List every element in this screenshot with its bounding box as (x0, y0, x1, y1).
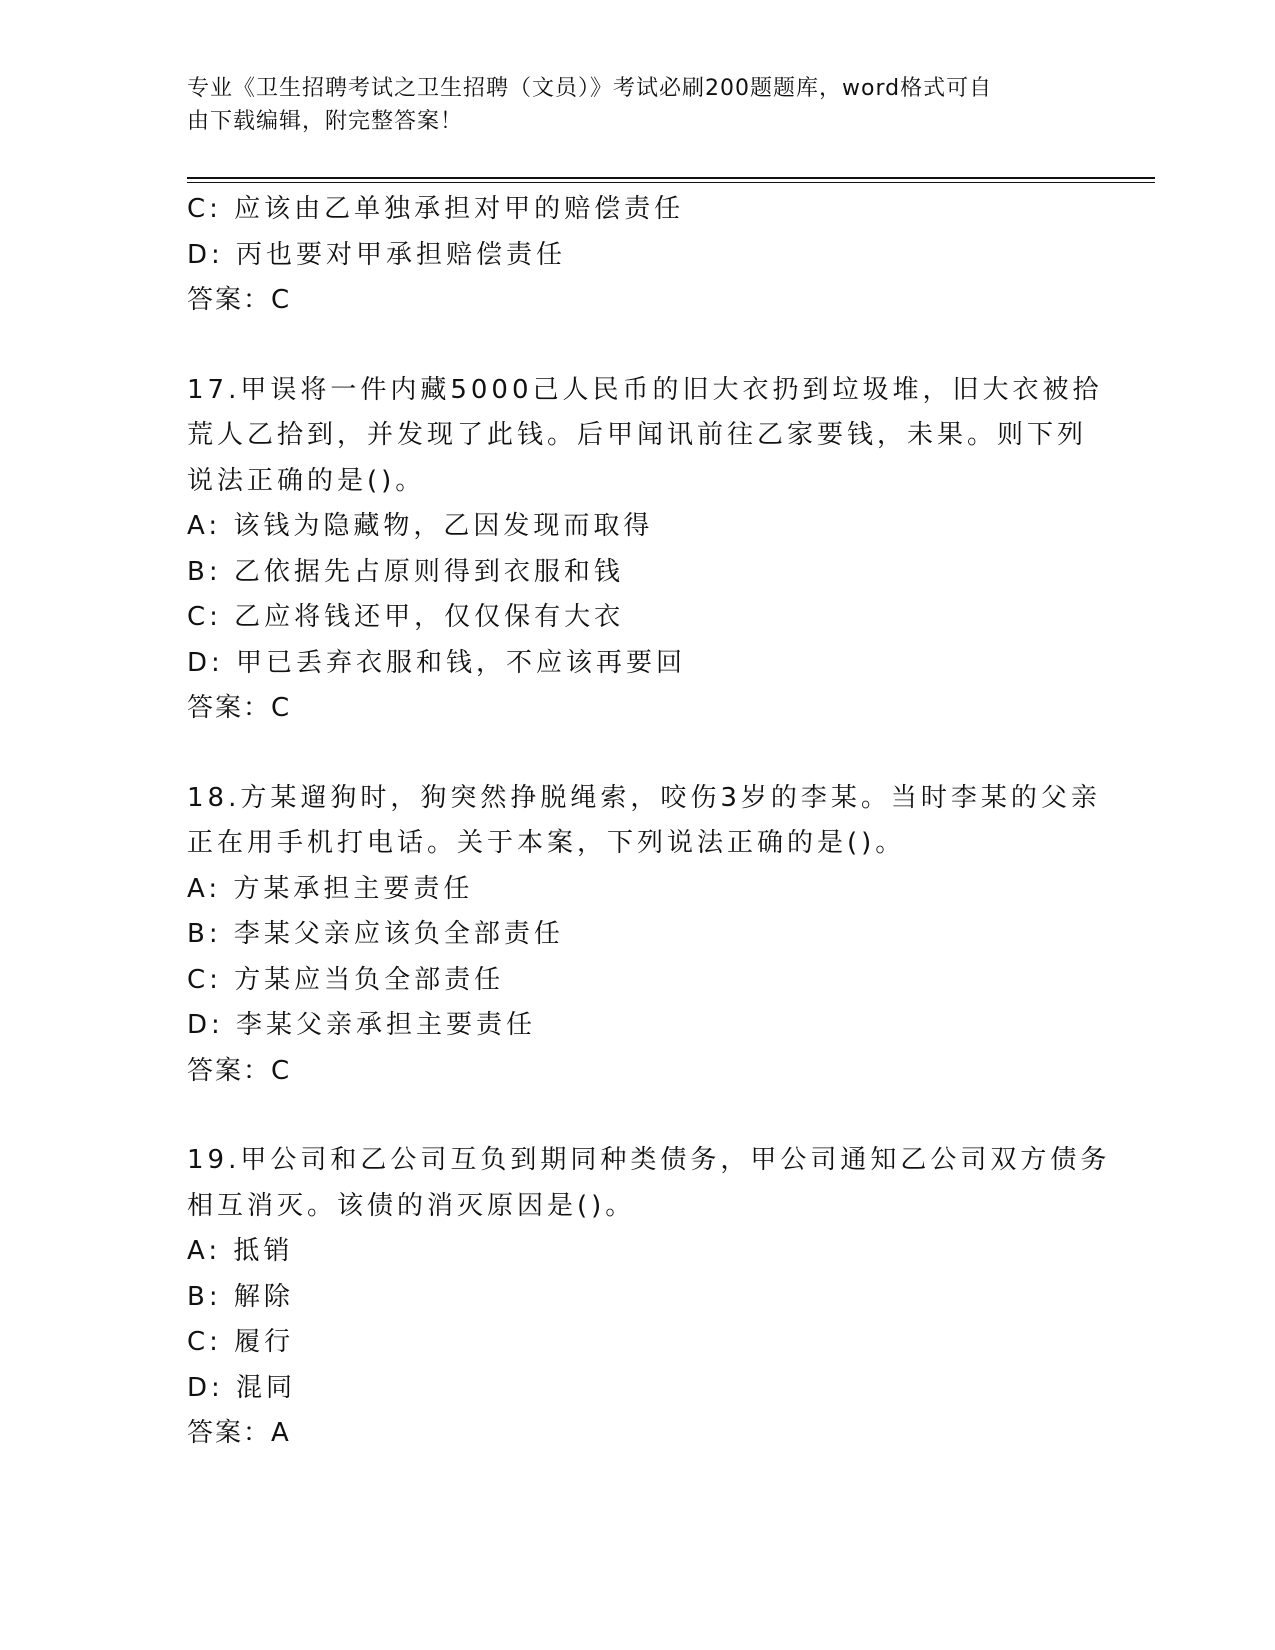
question-stem-line-2: 正在用手机打电话。关于本案，下列说法正确的是()。 (187, 828, 906, 858)
header-rule-thick (187, 177, 1155, 179)
answer: 答案：C (187, 1055, 292, 1086)
option-b: B: 李某父亲应该负全部责任 (187, 919, 564, 949)
header-line-1: 专业《卫生招聘考试之卫生招聘（文员）》考试必刷200题题库，word格式可自 (187, 76, 993, 101)
question-stem-line-2: 荒人乙拾到，并发现了此钱。后甲闻讯前往乙家要钱，未果。则下列 (187, 420, 1088, 450)
page-header (187, 72, 1087, 138)
option-b: B: 乙依据先占原则得到衣服和钱 (187, 556, 624, 587)
question-17 (187, 368, 1155, 732)
option-a: A: 该钱为隐藏物，乙因发现而取得 (187, 511, 654, 541)
question-stem-line-2: 相互消灭。该债的消灭原因是()。 (187, 1190, 636, 1221)
option-d: D: 混同 (187, 1372, 297, 1403)
option-c: C: 方某应当负全部责任 (187, 964, 505, 995)
option-d: D: 李某父亲承担主要责任 (187, 1010, 537, 1040)
answer: 答案：C (187, 285, 292, 315)
option-a: A: 方某承担主要责任 (187, 873, 474, 904)
option-c: C: 履行 (187, 1327, 295, 1357)
question-stem-line-3: 说法正确的是()。 (187, 465, 426, 496)
header-rule-thin (187, 182, 1155, 183)
question-list (187, 187, 1155, 1457)
question-stem-line-1: 17.甲误将一件内藏5000己人民币的旧大衣扔到垃圾堆，旧大衣被拾 (187, 374, 1103, 405)
option-d: D: 丙也要对甲承担赔偿责任 (187, 239, 567, 270)
question-16 (187, 187, 1155, 324)
option-c: C: 应该由乙单独承担对甲的赔偿责任 (187, 194, 685, 224)
option-c: C: 乙应将钱还甲，仅仅保有大衣 (187, 602, 625, 632)
option-a: A: 抵销 (187, 1236, 294, 1266)
question-stem-line-1: 19.甲公司和乙公司互负到期同种类债务，甲公司通知乙公司双方债务 (187, 1145, 1111, 1175)
question-stem-line-1: 18.方某遛狗时，狗突然挣脱绳索，咬伤3岁的李某。当时李某的父亲 (187, 782, 1101, 813)
header-line-2: 由下载编辑，附完整答案！ (187, 109, 464, 134)
option-b: B: 解除 (187, 1281, 294, 1312)
option-d: D: 甲已丢弃衣服和钱，不应该再要回 (187, 647, 687, 678)
question-18 (187, 776, 1155, 1095)
answer: 答案：C (187, 693, 292, 723)
question-19 (187, 1138, 1155, 1457)
answer: 答案：A (187, 1418, 291, 1448)
